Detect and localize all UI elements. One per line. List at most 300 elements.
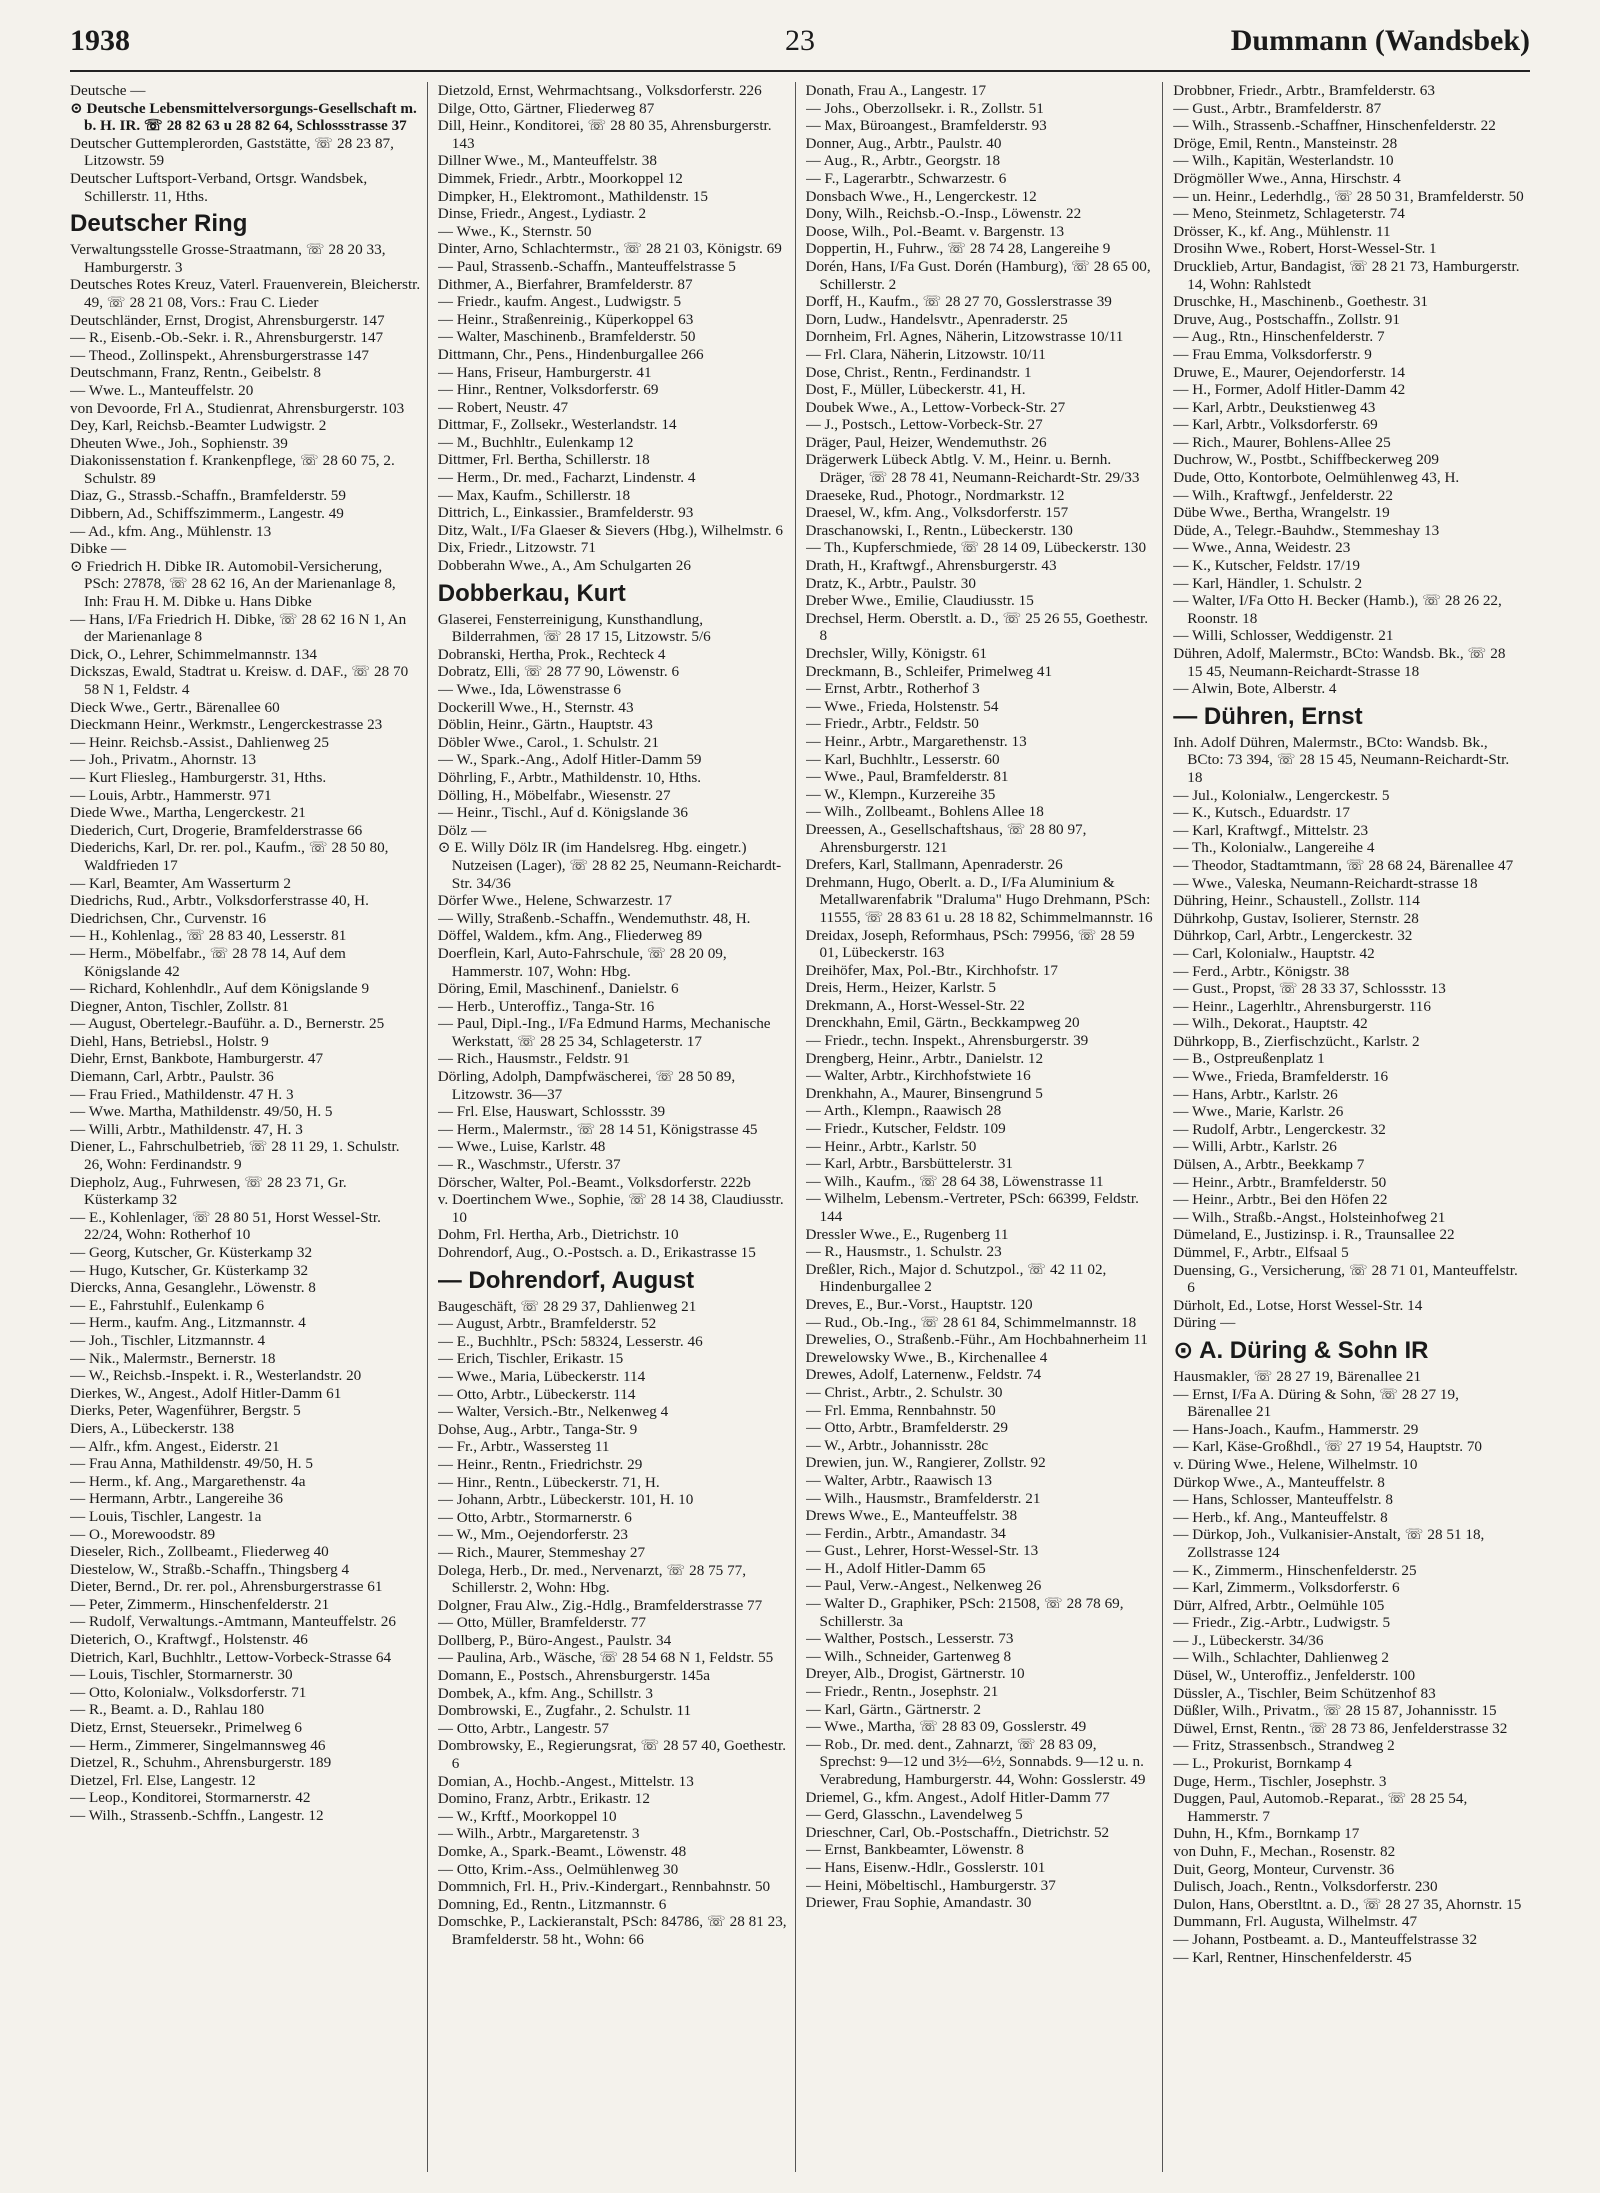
directory-entry: — R., Waschmstr., Uferstr. 37	[437, 1156, 621, 1174]
directory-entry: — Alfr., kfm. Angest., Eiderstr. 21	[70, 1437, 280, 1455]
directory-entry: — Herm., Möbelfabr., ☏ 28 78 14, Auf dem Königslande 42	[70, 944, 346, 980]
directory-entry: — Frau Fried., Mathildenstr. 47 H. 3	[70, 1085, 294, 1103]
directory-entry: — Karl, Zimmerm., Volksdorferstr. 6	[1173, 1579, 1400, 1597]
directory-entry: Dinse, Friedr., Angest., Lydiastr. 2	[437, 205, 647, 223]
directory-entry: — Walther, Postsch., Lesserstr. 73	[805, 1630, 1014, 1648]
directory-entry: Diercks, Anna, Gesanglehr., Löwenstr. 8	[70, 1279, 316, 1297]
directory-entry: — Karl, Käse-Großhdl., ☏ 27 19 54, Hauptstr. 70	[1173, 1438, 1483, 1456]
directory-entry: — Wilhelm, Lebensm.-Vertreter, PSch: 66399, Feldstr. 144	[805, 1190, 1139, 1225]
directory-entry: — Herm., Malermstr., ☏ 28 14 51, Königstrasse 45	[437, 1120, 758, 1138]
directory-entry: Dreidax, Joseph, Reformhaus, PSch: 79956, ☏ 28 59 01, Lübeckerstr. 163	[805, 926, 1135, 962]
directory-entry: — Theodor, Stadtamtmann, ☏ 28 68 24, Bärenallee 47	[1173, 856, 1514, 874]
directory-entry: — Paul, Dipl.-Ing., I/Fa Edmund Harms, Mechanische Werkstatt, ☏ 28 25 34, Schlageterstr. 17	[437, 1015, 771, 1050]
directory-entry: — Rich., Hausmstr., Feldstr. 91	[437, 1050, 630, 1068]
directory-entry: Dorén, Hans, I/Fa Gust. Dorén (Hamburg), ☏ 28 65 00, Schillerstr. 2	[805, 257, 1151, 293]
directory-entry: — Aug., Rtn., Hinschenfelderstr. 7	[1173, 328, 1385, 346]
directory-entry: — Hermann, Arbtr., Langereihe 36	[70, 1490, 283, 1508]
directory-entry: Domian, A., Hochb.-Angest., Mittelstr. 13	[437, 1772, 694, 1790]
column-1	[70, 82, 428, 2172]
directory-entry: — Rud., Ob.-Ing., ☏ 28 61 84, Schimmelmannstr. 18	[805, 1313, 1137, 1331]
directory-entry: — Willy, Straßenb.-Schaffn., Wendemuthstr. 48, H.	[437, 909, 751, 927]
directory-entry: Dimmek, Friedr., Arbtr., Moorkoppel 12	[437, 169, 683, 187]
directory-entry: Dümeland, E., Justizinsp. i. R., Traunsallee 22	[1173, 1226, 1455, 1244]
directory-entry: Drechsler, Willy, Königstr. 61	[805, 645, 987, 662]
directory-entry: Dibbern, Ad., Schiffszimmerm., Langestr. 49	[70, 505, 344, 523]
directory-entry: Driewer, Frau Sophie, Amandastr. 30	[805, 1894, 1032, 1912]
directory-entry: — L., Prokurist, Bornkamp 4	[1173, 1755, 1352, 1773]
directory-entry: ⊙ Deutsche Lebensmittelversorgungs-Gesellschaft m. b. H. IR. ☏ 28 82 63 u 28 82 64, Schlossstrasse 37	[70, 99, 417, 135]
directory-entry: Düwel, Ernst, Rentn., ☏ 28 73 86, Jenfelderstrasse 32	[1173, 1719, 1508, 1737]
directory-entry: Duit, Georg, Monteur, Curvenstr. 36	[1173, 1860, 1395, 1878]
directory-entry: Deutsche —	[70, 82, 146, 99]
directory-entry: — Otto, Arbtr., Bramfelderstr. 29	[805, 1419, 1008, 1437]
directory-entry: — Friedr., Zig.-Arbtr., Ludwigstr. 5	[1173, 1614, 1391, 1632]
directory-entry: Dörscher, Walter, Pol.-Beamt., Volksdorferstr. 222b	[437, 1173, 751, 1191]
directory-entry: Döffel, Waldem., kfm. Ang., Fliederweg 89	[437, 927, 703, 945]
directory-entry: — Frau Emma, Volksdorferstr. 9	[1173, 345, 1372, 363]
directory-entry: Dreßler, Rich., Major d. Schutzpol., ☏ 42 11 02, Hindenburgallee 2	[805, 1260, 1107, 1296]
directory-entry: Dobranski, Hertha, Prok., Rechteck 4	[437, 645, 666, 663]
directory-entry: Diepholz, Aug., Fuhrwesen, ☏ 28 23 71, Gr. Küsterkamp 32	[70, 1173, 347, 1209]
directory-entry: — Hinr., Rentn., Lübeckerstr. 71, H.	[437, 1473, 660, 1491]
directory-entry: Dolega, Herb., Dr. med., Nervenarzt, ☏ 28 75 77, Schillerstr. 2, Wohn: Hbg.	[437, 1561, 747, 1597]
directory-entry: Diederich, Curt, Drogerie, Bramfelderstrasse 66	[70, 821, 363, 839]
directory-entry: Drefers, Karl, Stallmann, Apenraderstr. 26	[805, 856, 1063, 874]
directory-entry: — Karl, Händler, 1. Schulstr. 2	[1173, 574, 1363, 592]
directory-entry: — Hugo, Kutscher, Gr. Küsterkamp 32	[70, 1261, 309, 1279]
directory-entry: v. Düring Wwe., Helene, Wilhelmstr. 10	[1173, 1455, 1418, 1473]
directory-entry: — Herm., Dr. med., Facharzt, Lindenstr. 4	[437, 469, 696, 487]
directory-entry: — Arth., Klempn., Raawisch 28	[805, 1102, 1002, 1120]
directory-entry: — Peter, Zimmerm., Hinschenfelderstr. 21	[70, 1595, 330, 1613]
header-year: 1938	[70, 24, 130, 57]
directory-entry: — W., Klempn., Kurzereihe 35	[805, 785, 996, 803]
directory-entry: — Wilh., Straßb.-Angst., Holsteinhofweg 21	[1173, 1208, 1446, 1226]
directory-entry: Dockerill Wwe., H., Sternstr. 43	[437, 698, 634, 716]
directory-entry: Drekmann, A., Horst-Wessel-Str. 22	[805, 996, 1025, 1014]
directory-entry: Dührkopp, B., Zierfischzücht., Karlstr. 2	[1173, 1032, 1420, 1050]
directory-entry: Dillner Wwe., M., Manteuffelstr. 38	[437, 152, 657, 170]
directory-entry: — H., Adolf Hitler-Damm 65	[805, 1559, 986, 1577]
directory-entry: Dölling, H., Möbelfabr., Wiesenstr. 27	[437, 786, 671, 804]
directory-entry: Dreessen, A., Gesellschaftshaus, ☏ 28 80 97, Ahrensburgerstr. 121	[805, 820, 1087, 856]
directory-entry: — Paulina, Arb., Wäsche, ☏ 28 54 68 N 1, Feldstr. 55	[437, 1649, 774, 1667]
directory-entry: Dieck Wwe., Gertr., Bärenallee 60	[70, 698, 280, 716]
directory-entry: Dittmar, F., Zollsekr., Westerlandstr. 14	[437, 416, 677, 434]
directory-entry: Dülsen, A., Arbtr., Beekkamp 7	[1173, 1156, 1365, 1174]
directory-entry: Diedrichs, Rud., Arbtr., Volksdorferstrasse 40, H.	[70, 892, 369, 910]
directory-entry: — Frl. Clara, Näherin, Litzowstr. 10/11	[805, 345, 1046, 363]
directory-entry: Domning, Ed., Rentn., Litzmannstr. 6	[437, 1895, 667, 1913]
directory-entry: Doose, Wilh., Pol.-Beamt. v. Bargenstr. 13	[805, 222, 1065, 240]
directory-entry: Diener, L., Fahrschulbetrieb, ☏ 28 11 29, 1. Schulstr. 26, Wohn: Ferdinandstr. 9	[70, 1138, 400, 1174]
directory-entry: — Wilh., Arbtr., Margaretenstr. 3	[437, 1825, 640, 1843]
directory-entry: — Louis, Tischler, Stormarnerstr. 30	[70, 1666, 293, 1684]
directory-entry: — Willi, Arbtr., Karlstr. 26	[1173, 1138, 1337, 1156]
directory-entry: — Wwe., Martha, ☏ 28 83 09, Gosslerstr. 49	[805, 1718, 1087, 1736]
directory-entry: — Walter, Versich.-Btr., Nelkenweg 4	[437, 1403, 669, 1421]
directory-entry: Drobbner, Friedr., Arbtr., Bramfelderstr. 63	[1173, 82, 1435, 99]
directory-entry: Druve, Aug., Postschaffn., Zollstr. 91	[1173, 310, 1400, 328]
directory-entry: — W., Spark.-Ang., Adolf Hitler-Damm 59	[437, 751, 702, 769]
directory-entry: — Hans, I/Fa Friedrich H. Dibke, ☏ 28 62 16 N 1, An der Marienanlage 8	[70, 610, 407, 646]
page-header	[70, 18, 1530, 72]
directory-entry: — Rob., Dr. med. dent., Zahnarzt, ☏ 28 83 09, Sprechst: 9—12 und 3½—6½, Sonnabds. 9—12 u. n. Verabredung, Hamburgerstr. 44, Wohn: Gosslerstr. 49	[805, 1735, 1146, 1788]
directory-entry: — Alwin, Bote, Alberstr. 4	[1173, 680, 1337, 698]
directory-entry: — Otto, Krim.-Ass., Oelmühlenweg 30	[437, 1860, 679, 1878]
directory-entry: Drechsel, Herm. Oberstlt. a. D., ☏ 25 26 55, Goethestr. 8	[805, 609, 1148, 645]
directory-entry: Diedrichsen, Chr., Curvenstr. 16	[70, 909, 267, 927]
directory-entry: — Frl. Else, Hauswart, Schlossstr. 39	[437, 1103, 666, 1121]
directory-entry: Dommnich, Frl. H., Priv.-Kindergart., Rennbahnstr. 50	[437, 1878, 771, 1896]
directory-entry: Dührkohp, Gustav, Isolierer, Sternstr. 28	[1173, 909, 1419, 927]
directory-heading: — Dohrendorf, August	[437, 1266, 695, 1294]
directory-entry: Domke, A., Spark.-Beamt., Löwenstr. 48	[437, 1843, 687, 1860]
directory-entry: Diakonissenstation f. Krankenpflege, ☏ 28 60 75, 2. Schulstr. 89	[70, 452, 395, 487]
directory-entry: — Louis, Tischler, Langestr. 1a	[70, 1507, 262, 1525]
directory-entry: — Hans, Eisenw.-Hdlr., Gosslerstr. 101	[805, 1858, 1046, 1876]
directory-entry: — Nik., Malermstr., Bernerstr. 18	[70, 1349, 276, 1367]
directory-entry: — Otto, Müller, Bramfelderstr. 77	[437, 1614, 646, 1632]
directory-entry: — August, Arbtr., Bramfelderstr. 52	[437, 1315, 657, 1333]
directory-entry: Dulon, Hans, Oberstltnt. a. D., ☏ 28 27 35, Ahornstr. 15	[1173, 1895, 1522, 1913]
directory-entry: Drewelowsky Wwe., B., Kirchenallee 4	[805, 1348, 1048, 1366]
directory-entry: — W., Mm., Oejendorferstr. 23	[437, 1526, 628, 1544]
directory-entry: Dittmann, Chr., Pens., Hindenburgallee 266	[437, 345, 704, 363]
directory-entry: — Louis, Arbtr., Hammerstr. 971	[70, 786, 272, 804]
directory-entry: Diehl, Hans, Betriebsl., Holstr. 9	[70, 1032, 269, 1050]
directory-entry: Dreihöfer, Max, Pol.-Btr., Kirchhofstr. 17	[805, 961, 1058, 979]
directory-entry: — Friedr., kaufm. Angest., Ludwigstr. 5	[437, 293, 682, 311]
directory-entry: — Wwe., Luise, Karlstr. 48	[437, 1138, 606, 1156]
directory-entry: Dickszas, Ewald, Stadtrat u. Kreisw. d. DAF., ☏ 28 70 58 N 1, Feldstr. 4	[70, 663, 409, 698]
directory-entry: Dheuten Wwe., Joh., Sophienstr. 39	[70, 434, 288, 452]
directory-entry: Dührkop, Carl, Arbtr., Lengerckestr. 32	[1173, 927, 1413, 945]
directory-entry: — Erich, Tischler, Erikastr. 15	[437, 1350, 624, 1368]
column-3	[806, 82, 1164, 2172]
directory-entry: — Heini, Möbeltischl., Hamburgerstr. 37	[805, 1876, 1056, 1894]
directory-entry: — Rudolf, Arbtr., Lengerckestr. 32	[1173, 1120, 1386, 1138]
directory-entry: von Devoorde, Frl A., Studienrat, Ahrensburgerstr. 103	[70, 399, 405, 417]
directory-entry: Dörling, Adolph, Dampfwäscherei, ☏ 28 50 89, Litzowstr. 36—37	[437, 1068, 736, 1103]
directory-entry: von Duhn, F., Mechan., Rosenstr. 82	[1173, 1843, 1396, 1860]
directory-entry: — H., Former, Adolf Hitler-Damm 42	[1173, 381, 1406, 399]
directory-entry: Dieckmann Heinr., Werkmstr., Lengerckestrasse 23	[70, 716, 383, 734]
directory-entry: — W., Arbtr., Johannisstr. 28c	[805, 1436, 989, 1454]
directory-entry: Dose, Christ., Rentn., Ferdinandstr. 1	[805, 363, 1032, 381]
directory-entry: Drägerwerk Lübeck Abtlg. V. M., Heinr. u. Bernh. Dräger, ☏ 28 78 41, Neumann-Reichardt-Str. 29/33	[805, 451, 1140, 487]
directory-entry: Diehr, Ernst, Bankbote, Hamburgerstr. 47	[70, 1050, 324, 1068]
directory-entry: Druschke, H., Maschinenb., Goethestr. 31	[1173, 293, 1429, 311]
directory-entry: — Dürkop, Joh., Vulkanisier-Anstalt, ☏ 28 51 18, Zollstrasse 124	[1173, 1526, 1485, 1561]
directory-entry: Drews Wwe., E., Manteuffelstr. 38	[805, 1507, 1018, 1525]
directory-entry: Dey, Karl, Reichsb.-Beamter Ludwigstr. 2	[70, 417, 327, 435]
directory-entry: — Herm., kaufm. Ang., Litzmannstr. 4	[70, 1314, 306, 1332]
directory-entry: Dürkop Wwe., A., Manteuffelstr. 8	[1173, 1473, 1385, 1491]
directory-entry: — E., Buchhltr., PSch: 58324, Lesserstr. 46	[437, 1332, 703, 1350]
directory-entry: Duggen, Paul, Automob.-Reparat., ☏ 28 25 54, Hammerstr. 7	[1173, 1790, 1468, 1825]
directory-entry: Hausmakler, ☏ 28 27 19, Bärenallee 21	[1173, 1367, 1422, 1385]
page-number: 23	[785, 24, 815, 57]
directory-entry: — Karl, Kraftwgf., Mittelstr. 23	[1173, 821, 1369, 839]
directory-entry: Duchrow, W., Postbt., Schiffbeckerweg 209	[1173, 451, 1439, 469]
directory-entry: Donner, Aug., Arbtr., Paulstr. 40	[805, 134, 1002, 152]
directory-heading: — Dühren, Ernst	[1173, 702, 1363, 730]
directory-entry: — Willi, Schlosser, Weddigenstr. 21	[1173, 627, 1394, 645]
directory-entry: Dombrowski, E., Zugfahr., 2. Schulstr. 11	[437, 1702, 692, 1720]
directory-entry: Drenkhahn, A., Maurer, Binsengrund 5	[805, 1084, 1043, 1102]
directory-entry: — E., Kohlenlager, ☏ 28 80 51, Horst Wessel-Str. 22/24, Wohn: Rotherhof 10	[70, 1208, 381, 1244]
directory-entry: — Robert, Neustr. 47	[437, 398, 569, 416]
directory-entry: — Rudolf, Verwaltungs.-Amtmann, Manteuffelstr. 26	[70, 1613, 396, 1631]
directory-entry: — Rich., Maurer, Bohlens-Allee 25	[1173, 433, 1391, 451]
directory-entry: Diaz, G., Strassb.-Schaffn., Bramfelderstr. 59	[70, 487, 346, 505]
directory-entry: Dreis, Herm., Heizer, Karlstr. 5	[805, 979, 996, 997]
directory-entry: Driemel, G., kfm. Angest., Adolf Hitler-Damm 77	[805, 1788, 1110, 1806]
directory-entry: — Wwe. L., Manteuffelstr. 20	[70, 381, 254, 399]
directory-entry: Drucklieb, Artur, Bandagist, ☏ 28 21 73, Hamburgerstr. 14, Wohn: Rahlstedt	[1173, 257, 1520, 293]
directory-entry: Duhn, H., Kfm., Bornkamp 17	[1173, 1825, 1360, 1843]
directory-entry: Drewes, Adolf, Laternenw., Feldstr. 74	[805, 1366, 1042, 1384]
directory-entry: Dittmer, Frl. Bertha, Schillerstr. 18	[437, 451, 650, 469]
directory-entry: Dittrich, L., Einkassier., Bramfelderstr. 93	[437, 504, 694, 522]
directory-entry: — Richard, Kohlenhdlr., Auf dem Königslande 9	[70, 980, 370, 998]
directory-entry: Diede Wwe., Martha, Lengerckestr. 21	[70, 804, 306, 822]
directory-entry: — J., Lübeckerstr. 34/36	[1173, 1631, 1324, 1649]
directory-entry: Dümmel, F., Arbtr., Elfsaal 5	[1173, 1244, 1349, 1261]
directory-entry: Döring, Emil, Maschinenf., Danielstr. 6	[437, 980, 679, 998]
directory-entry: Dröge, Emil, Rentn., Mansteinstr. 28	[1173, 134, 1398, 152]
directory-entry: Dräger, Paul, Heizer, Wendemuthstr. 26	[805, 433, 1047, 451]
directory-entry: — Willi, Arbtr., Mathildenstr. 47, H. 3	[70, 1120, 303, 1138]
directory-entry: — Walter D., Graphiker, PSch: 21508, ☏ 28 78 69, Schillerstr. 3a	[805, 1595, 1124, 1630]
directory-entry: Deutschländer, Ernst, Drogist, Ahrensburgerstr. 147	[70, 311, 385, 329]
directory-entry: Dühren, Adolf, Malermstr., BCto: Wandsb. Bk., ☏ 28 15 45, Neumann-Reichardt-Strasse 18	[1173, 645, 1506, 680]
directory-entry: Dibke —	[70, 540, 127, 558]
directory-entry: — W., Reichsb.-Inspekt. i. R., Westerlandstr. 20	[70, 1367, 362, 1385]
directory-entry: — Hans-Joach., Kaufm., Hammerstr. 29	[1173, 1420, 1419, 1438]
directory-entry: — R., Hausmstr., 1. Schulstr. 23	[805, 1243, 1002, 1261]
directory-entry: Dimpker, H., Elektromont., Mathildenstr. 15	[437, 187, 708, 205]
directory-entry: — Walter, I/Fa Otto H. Becker (Hamb.), ☏ 28 26 22, Roonstr. 18	[1173, 592, 1502, 627]
directory-entry: Diers, A., Lübeckerstr. 138	[70, 1419, 235, 1437]
directory-entry: — Wwe., Maria, Lübeckerstr. 114	[437, 1367, 646, 1385]
directory-entry: Domschke, P., Lackieranstalt, PSch: 84786, ☏ 28 81 23, Bramfelderstr. 58 ht., Wohn: 66	[437, 1913, 787, 1948]
directory-entry: — August, Obertelegr.-Bauführ. a. D., Bernerstr. 25	[70, 1015, 385, 1033]
directory-entry: Dieter, Bernd., Dr. rer. pol., Ahrensburgerstrasse 61	[70, 1578, 383, 1596]
directory-entry: — Th., Kupferschmiede, ☏ 28 14 09, Lübeckerstr. 130	[805, 539, 1147, 557]
directory-entry: — Frau Anna, Mathildenstr. 49/50, H. 5	[70, 1455, 313, 1473]
directory-entry: — Gerd, Glasschn., Lavendelweg 5	[805, 1806, 1023, 1824]
directory-entry: — Gust., Arbtr., Bramfelderstr. 87	[1173, 99, 1382, 117]
directory-entry: — Joh., Privatm., Ahornstr. 13	[70, 751, 257, 769]
directory-entry: — Th., Kolonialw., Langereihe 4	[1173, 839, 1375, 857]
directory-columns	[70, 82, 1530, 2172]
directory-entry: — B., Ostpreußenplatz 1	[1173, 1050, 1325, 1068]
directory-entry: — un. Heinr., Lederhdlg., ☏ 28 50 31, Bramfelderstr. 50	[1173, 187, 1524, 205]
directory-entry: — Walter, Maschinenb., Bramfelderstr. 50	[437, 328, 696, 346]
directory-entry: — Wwe., Ida, Löwenstrasse 6	[437, 681, 621, 698]
directory-entry: — Johann, Arbtr., Lübeckerstr. 101, H. 10	[437, 1491, 694, 1509]
directory-heading: Dobberkau, Kurt	[437, 579, 626, 607]
directory-entry: — Wilh., Kaufm., ☏ 28 64 38, Löwenstrasse 11	[805, 1172, 1104, 1190]
directory-entry: — O., Morewoodstr. 89	[70, 1525, 216, 1543]
directory-entry: Dolgner, Frau Alw., Zig.-Hdlg., Bramfelderstrasse 77	[437, 1596, 763, 1614]
directory-entry: — Fritz, Strassenbsch., Strandweg 2	[1173, 1737, 1395, 1755]
directory-entry: — Wwe., Frieda, Bramfelderstr. 16	[1173, 1068, 1389, 1086]
directory-entry: Dölz —	[437, 821, 487, 839]
directory-entry: Dieterich, O., Kraftwgf., Holstenstr. 46	[70, 1631, 308, 1649]
directory-entry: — Karl, Arbtr., Barsbüttelerstr. 31	[805, 1155, 1014, 1173]
directory-entry: Dietzel, R., Schuhm., Ahrensburgerstr. 189	[70, 1754, 332, 1772]
directory-entry: v. Doertinchem Wwe., Sophie, ☏ 28 14 38, Claudiusstr. 10	[437, 1191, 784, 1226]
directory-entry: Dill, Heinr., Konditorei, ☏ 28 80 35, Ahrensburgerstr. 143	[437, 117, 772, 152]
directory-entry: — Friedr., Arbtr., Feldstr. 50	[805, 715, 979, 733]
directory-entry: Draschanowski, I., Rentn., Lübeckerstr. 130	[805, 521, 1073, 539]
directory-entry: — R., Eisenb.-Ob.-Sekr. i. R., Ahrensburgerstr. 147	[70, 329, 384, 347]
directory-entry: Dreves, E., Bur.-Vorst., Hauptstr. 120	[805, 1295, 1033, 1313]
directory-entry: — F., Lagerarbtr., Schwarzestr. 6	[805, 169, 1007, 187]
directory-entry: — Gust., Lehrer, Horst-Wessel-Str. 13	[805, 1542, 1039, 1560]
directory-entry: Dix, Friedr., Litzowstr. 71	[437, 539, 596, 557]
directory-entry: — Friedr., Kutscher, Feldstr. 109	[805, 1120, 1006, 1138]
directory-entry: Dornheim, Frl. Agnes, Näherin, Litzowstrasse 10/11	[805, 328, 1124, 346]
directory-entry: — Herb., Unteroffiz., Tanga-Str. 16	[437, 997, 655, 1015]
directory-entry: Drewelies, O., Straßenb.-Führ., Am Hochbahnerheim 11	[805, 1331, 1148, 1349]
directory-entry: Donath, Frau A., Langestr. 17	[805, 82, 987, 99]
directory-entry: Dombrowsky, E., Regierungsrat, ☏ 28 57 40, Goethestr. 6	[437, 1737, 787, 1773]
directory-entry: Dobratz, Elli, ☏ 28 77 90, Löwenstr. 6	[437, 663, 680, 681]
directory-entry: Dohse, Aug., Arbtr., Tanga-Str. 9	[437, 1420, 638, 1438]
directory-entry: — Ferd., Arbtr., Königstr. 38	[1173, 962, 1350, 980]
directory-entry: — Hans, Friseur, Hamburgerstr. 41	[437, 363, 652, 381]
directory-entry: — Paul, Verw.-Angest., Nelkenweg 26	[805, 1577, 1042, 1595]
directory-entry: Dietzel, Frl. Else, Langestr. 12	[70, 1771, 256, 1789]
directory-entry: — Rich., Maurer, Stemmeshay 27	[437, 1543, 646, 1561]
directory-entry: Düsel, W., Unteroffiz., Jenfelderstr. 100	[1173, 1667, 1416, 1685]
directory-entry: — Heinr., Rentn., Friedrichstr. 29	[437, 1455, 643, 1473]
directory-entry: ⊙ E. Willy Dölz IR (im Handelsreg. Hbg. eingetr.) Nutzeisen (Lager), ☏ 28 82 25, Neumann-Reichardt-Str. 34/36	[437, 839, 782, 892]
directory-entry: Drenckhahn, Emil, Gärtn., Beckkampweg 20	[805, 1014, 1080, 1032]
directory-entry: — J., Postsch., Lettow-Vorbeck-Str. 27	[805, 416, 1043, 434]
directory-entry: — Otto, Kolonialw., Volksdorferstr. 71	[70, 1683, 307, 1701]
directory-entry: Druwe, E., Maurer, Oejendorferstr. 14	[1173, 363, 1406, 381]
directory-entry: — Wilh., Zollbeamt., Bohlens Allee 18	[805, 803, 1044, 821]
directory-entry: — Aug., R., Arbtr., Georgstr. 18	[805, 152, 1001, 170]
directory-entry: — Hinr., Rentner, Volksdorferstr. 69	[437, 381, 659, 399]
directory-entry: — Walter, Arbtr., Kirchhofstwiete 16	[805, 1067, 1031, 1085]
directory-entry: — Hans, Arbtr., Karlstr. 26	[1173, 1085, 1338, 1103]
directory-entry: Dieseler, Rich., Zollbeamt., Fliederweg 40	[70, 1543, 329, 1561]
directory-entry: Düßler, Wilh., Privatm., ☏ 28 15 87, Johannisstr. 15	[1173, 1702, 1497, 1720]
directory-entry: — K., Kutscher, Feldstr. 17/19	[1173, 557, 1360, 575]
directory-entry: Dick, O., Lehrer, Schimmelmannstr. 134	[70, 645, 317, 663]
directory-entry: Dorff, H., Kaufm., ☏ 28 27 70, Gosslerstrasse 39	[805, 293, 1112, 311]
directory-entry: Drögmöller Wwe., Anna, Hirschstr. 4	[1173, 169, 1401, 187]
directory-entry: — K., Kutsch., Eduardstr. 17	[1173, 804, 1350, 822]
directory-entry: — Karl, Arbtr., Volksdorferstr. 69	[1173, 416, 1378, 434]
directory-entry: — Wwe., K., Sternstr. 50	[437, 222, 592, 240]
directory-entry: Dratz, K., Arbtr., Paulstr. 30	[805, 574, 976, 592]
directory-entry: — Joh., Tischler, Litzmannstr. 4	[70, 1331, 266, 1349]
directory-entry: Dreber Wwe., Emilie, Claudiusstr. 15	[805, 592, 1034, 610]
directory-entry: — Wilh., Schlachter, Dahlienweg 2	[1173, 1649, 1389, 1667]
directory-entry: — Wilh., Strassenb.-Schaffner, Hinschenfelderstr. 22	[1173, 117, 1496, 135]
directory-entry: Drösser, K., kf. Ang., Mühlenstr. 11	[1173, 222, 1391, 240]
directory-entry: — Ernst, Bankbeamter, Löwenstr. 8	[805, 1841, 1024, 1859]
directory-entry: — Max, Büroangest., Bramfelderstr. 93	[805, 117, 1047, 135]
directory-entry: Diederichs, Karl, Dr. rer. pol., Kaufm., ☏ 28 50 80, Waldfrieden 17	[70, 839, 389, 874]
directory-entry: — Karl, Gärtn., Gärtnerstr. 2	[805, 1700, 981, 1718]
directory-entry: Domann, E., Postsch., Ahrensburgerstr. 145a	[437, 1667, 710, 1685]
directory-entry: Dürholt, Ed., Lotse, Horst Wessel-Str. 14	[1173, 1296, 1423, 1314]
directory-entry: — Karl, Arbtr., Deukstienweg 43	[1173, 398, 1376, 416]
directory-entry: Doppertin, H., Fuhrw., ☏ 28 74 28, Langereihe 9	[805, 240, 1111, 258]
directory-entry: Dörfer Wwe., Helene, Schwarzestr. 17	[437, 892, 672, 910]
directory-entry: — Carl, Kolonialw., Hauptstr. 42	[1173, 944, 1375, 962]
directory-entry: — Ferdin., Arbtr., Amandastr. 34	[805, 1524, 1006, 1542]
directory-entry: Dithmer, A., Bierfahrer, Bramfelderstr. 87	[437, 275, 693, 293]
directory-entry: Duensing, G., Versicherung, ☏ 28 71 01, Manteuffelstr. 6	[1173, 1261, 1518, 1297]
directory-entry: — Johann, Postbeamt. a. D., Manteuffelstrasse 32	[1173, 1930, 1478, 1948]
directory-entry: Dulisch, Joach., Rentn., Volksdorferstr. 230	[1173, 1878, 1438, 1896]
directory-entry: — Christ., Arbtr., 2. Schulstr. 30	[805, 1383, 1003, 1401]
directory-entry: — Heinr. Reichsb.-Assist., Dahlienweg 25	[70, 733, 329, 751]
directory-entry: — Wwe. Martha, Mathildenstr. 49/50, H. 5	[70, 1103, 333, 1121]
directory-heading: ⊙ A. Düring & Sohn IR	[1173, 1336, 1429, 1364]
directory-entry: Dohm, Frl. Hertha, Arb., Dietrichstr. 10	[437, 1226, 679, 1244]
directory-entry: Dinter, Arno, Schlachtermstr., ☏ 28 21 03, Königstr. 69	[437, 240, 782, 258]
directory-entry: Ditz, Walt., I/Fa Glaeser & Sievers (Hbg.), Wilhelmstr. 6	[437, 521, 783, 539]
directory-entry: — Paul, Strassenb.-Schaffn., Manteuffelstrasse 5	[437, 257, 736, 275]
directory-entry: — Wilh., Dekorat., Hauptstr. 42	[1173, 1015, 1368, 1033]
directory-entry: Diestelow, W., Straßb.-Schaffn., Thingsberg 4	[70, 1560, 350, 1578]
directory-entry: — Heinr., Lagerhltr., Ahrensburgerstr. 116	[1173, 997, 1431, 1015]
directory-entry: Domino, Franz, Arbtr., Erikastr. 12	[437, 1790, 650, 1808]
directory-entry: — H., Kohlenlag., ☏ 28 83 40, Lesserstr. 81	[70, 927, 347, 945]
directory-entry: — Heinr., Arbtr., Margarethenstr. 13	[805, 732, 1027, 750]
directory-entry: Dürr, Alfred, Arbtr., Oelmühle 105	[1173, 1596, 1385, 1614]
directory-entry: — E., Fahrstuhlf., Eulenkamp 6	[70, 1296, 265, 1314]
directory-entry: Dietzold, Ernst, Wehrmachtsang., Volksdorferstr. 226	[437, 82, 762, 99]
directory-entry: — Fr., Arbtr., Wassersteg 11	[437, 1438, 610, 1456]
directory-entry: Dilge, Otto, Gärtner, Fliederweg 87	[437, 99, 655, 117]
directory-entry: Baugeschäft, ☏ 28 29 37, Dahlienweg 21	[437, 1297, 697, 1315]
directory-entry: — Otto, Arbtr., Stormarnerstr. 6	[437, 1508, 632, 1526]
directory-entry: Doubek Wwe., A., Lettow-Vorbeck-Str. 27	[805, 398, 1066, 416]
directory-entry: — Herb., kf. Ang., Manteuffelstr. 8	[1173, 1508, 1388, 1526]
directory-entry: Dohrendorf, Aug., O.-Postsch. a. D., Erikastrasse 15	[437, 1244, 756, 1261]
directory-entry: Drieschner, Carl, Ob.-Postschaffn., Dietrichstr. 52	[805, 1823, 1110, 1841]
directory-entry: — Hans, Schlosser, Manteuffelstr. 8	[1173, 1491, 1393, 1509]
directory-entry: — Herm., kf. Ang., Margarethenstr. 4a	[70, 1472, 306, 1490]
directory-entry: — Walter, Arbtr., Raawisch 13	[805, 1471, 992, 1489]
directory-entry: Dietrich, Karl, Buchhltr., Lettow-Vorbeck-Strasse 64	[70, 1648, 392, 1666]
directory-entry: — Kurt Fliesleg., Hamburgerstr. 31, Hths.	[70, 768, 327, 786]
directory-entry: — Wilh., Kapitän, Westerlandstr. 10	[1173, 152, 1394, 170]
directory-entry: Draesel, W., kfm. Ang., Volksdorferstr. 157	[805, 504, 1069, 522]
directory-entry: — Ernst, I/Fa A. Düring & Sohn, ☏ 28 27 19, Bärenallee 21	[1173, 1385, 1459, 1421]
directory-entry: — Heinr., Arbtr., Bei den Höfen 22	[1173, 1191, 1388, 1209]
directory-entry: Deutsches Rotes Kreuz, Vaterl. Frauenverein, Bleicherstr. 49, ☏ 28 21 08, Vors.: Frau C. Lieder	[70, 276, 421, 311]
directory-entry: Düde, A., Telegr.-Bauhdw., Stemmeshay 13	[1173, 521, 1440, 539]
directory-entry: — W., Krftf., Moorkoppel 10	[437, 1807, 617, 1825]
directory-entry: — Wilh., Strassenb.-Schffn., Langestr. 12	[70, 1807, 324, 1824]
directory-entry: — K., Zimmerm., Hinschenfelderstr. 25	[1173, 1561, 1417, 1579]
directory-entry: Doerflein, Karl, Auto-Fahrschule, ☏ 28 20 09, Hammerstr. 107, Wohn: Hbg.	[437, 944, 727, 980]
directory-entry: Dübe Wwe., Bertha, Wrangelstr. 19	[1173, 504, 1390, 522]
directory-entry: Döblin, Heinr., Gärtn., Hauptstr. 43	[437, 716, 653, 734]
